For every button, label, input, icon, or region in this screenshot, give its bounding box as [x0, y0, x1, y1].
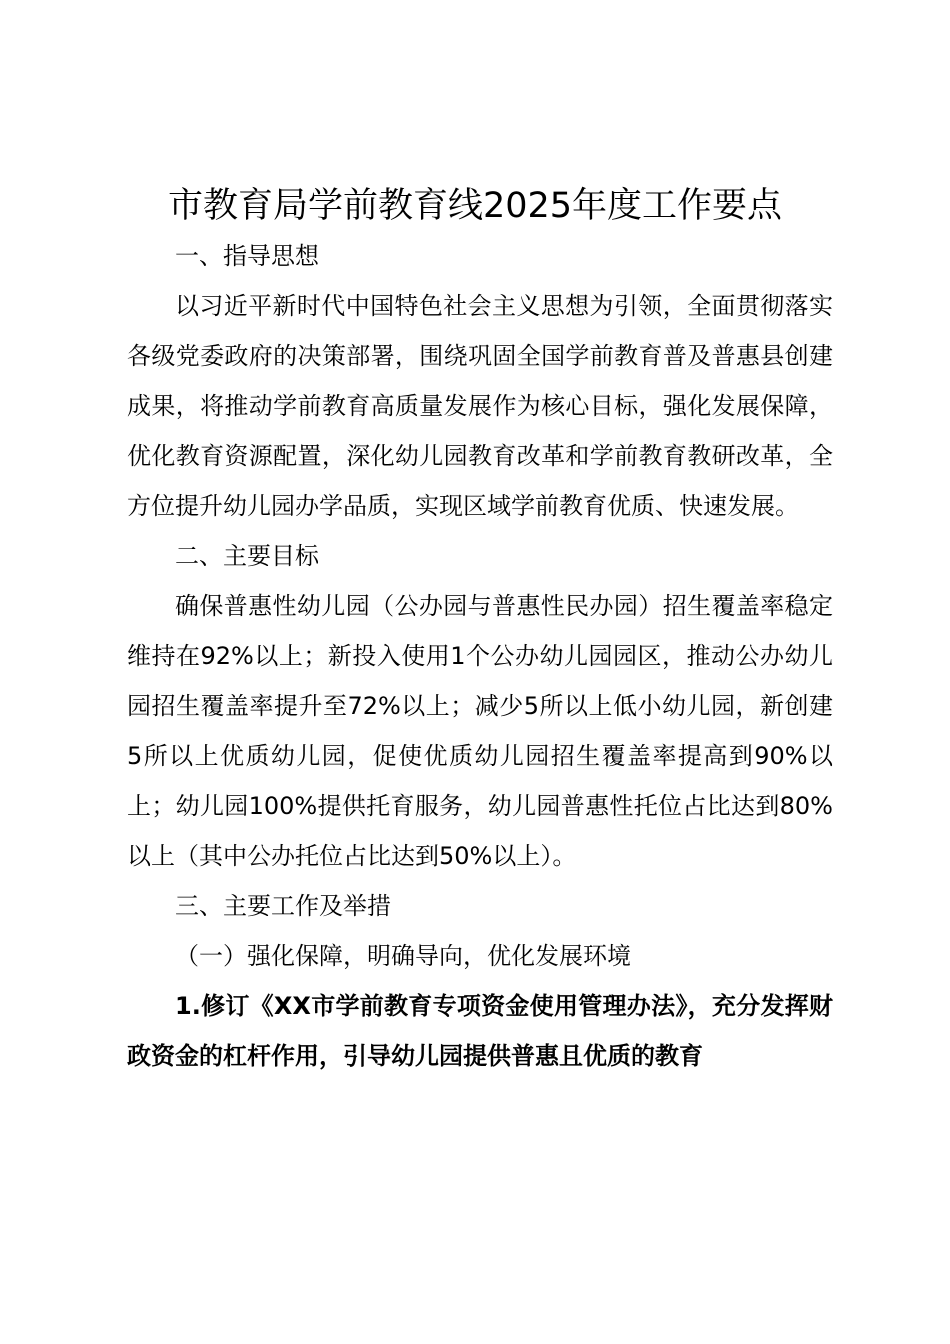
subheading-strengthen-guarantee: （一）强化保障，明确导向，优化发展环境: [175, 942, 631, 970]
paragraph-guiding-ideology: 以习近平新时代中国特色社会主义思想为引领，全面贯彻落实各级党委政府的决策部署，围绕巩固全国学前教育普及普惠县创建成果，将推动学前教育高质量发展作为核心目标，强化发展保障，优化教育资源配置，深化幼儿园教育改革和学前教育教研改革，全方位提升幼儿园办学品质，实现区域学前教育优质、快速发展。: [127, 292, 833, 520]
heading-main-work: 三、主要工作及举措: [175, 892, 391, 920]
item-revise-fund-measures: 1.修订《XX市学前教育专项资金使用管理办法》，充分发挥财政资金的杠杆作用，引导幼儿园提供普惠且优质的教育: [127, 992, 833, 1070]
document-body: [127, 231, 833, 1081]
document-title: 市教育局学前教育线2025年度工作要点: [167, 186, 783, 226]
heading-main-goals: 二、主要目标: [175, 542, 319, 570]
paragraph-main-goals: 确保普惠性幼儿园（公办园与普惠性民办园）招生覆盖率稳定维持在92%以上；新投入使用1个公办幼儿园园区，推动公办幼儿园招生覆盖率提升至72%以上；减少5所以上低小幼儿园，新创建5所以上优质幼儿园，促使优质幼儿园招生覆盖率提高到90%以上；幼儿园100%提供托育服务，幼儿园普惠性托位占比达到80%以上（其中公办托位占比达到50%以上）。: [127, 592, 833, 870]
heading-guiding-ideology: 一、指导思想: [175, 242, 319, 270]
